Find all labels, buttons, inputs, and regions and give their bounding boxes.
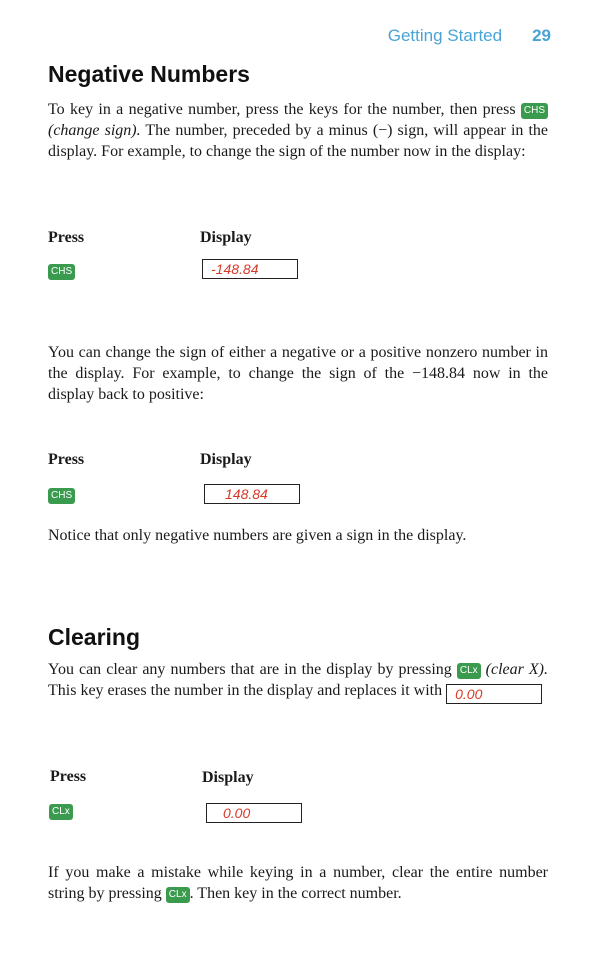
press-header-2: Press (48, 451, 85, 468)
display-header-1: Display (200, 229, 252, 246)
section-title: Getting Started (387, 26, 503, 45)
intro-text-a: To key in a negative number, press the keys for the number, then press (48, 101, 516, 118)
negative-mid-paragraph: You can change the sign of either a negative or a positive nonzero number in the display. For example, to change the sign of the −148.84 now in the display back to positive: (48, 344, 548, 403)
notice-paragraph: Notice that only negative numbers are given a sign in the display. (48, 527, 467, 544)
running-header (388, 26, 551, 46)
display-value-3: 0.00 (206, 803, 302, 823)
chs-key-example-2: CHS (48, 488, 75, 504)
final-text-b: . Then key in the correct number. (189, 885, 402, 902)
page-number: 29 (532, 26, 551, 45)
display-header-3: Display (202, 769, 254, 786)
inline-display-value: 0.00 (446, 684, 542, 704)
press-header-3: Press (50, 768, 87, 785)
chs-key-example-1: CHS (48, 264, 75, 280)
display-header-2: Display (200, 451, 252, 468)
clearing-emphasis: (clear X). (485, 661, 549, 678)
chs-key: CHS (521, 103, 548, 119)
clearing-paragraph (48, 659, 548, 704)
clearing-text-b: This key erases the number in the display and replaces it with (48, 682, 443, 699)
final-text-a: If you make a mistake while keying in a number, clear the entire number string by pressing (48, 864, 548, 902)
clx-key: CLx (457, 663, 481, 679)
display-value-2: 148.84 (204, 484, 300, 504)
clearing-heading: Clearing (48, 624, 141, 650)
clearing-text-a: You can clear any numbers that are in the display by pressing (48, 661, 452, 678)
clx-key-final: CLx (166, 887, 190, 903)
clx-key-example: CLx (49, 804, 73, 820)
negative-intro-paragraph (48, 99, 548, 162)
display-value-1: -148.84 (202, 259, 298, 279)
intro-emphasis: (change sign). (48, 122, 141, 139)
final-paragraph (48, 862, 548, 904)
negative-numbers-heading: Negative Numbers (48, 61, 250, 87)
press-header-1: Press (48, 229, 85, 246)
intro-text-b: The number, preceded by a minus (−) sign, will appear in the display. For example, to change the sign of the number now in the display: (48, 122, 548, 160)
